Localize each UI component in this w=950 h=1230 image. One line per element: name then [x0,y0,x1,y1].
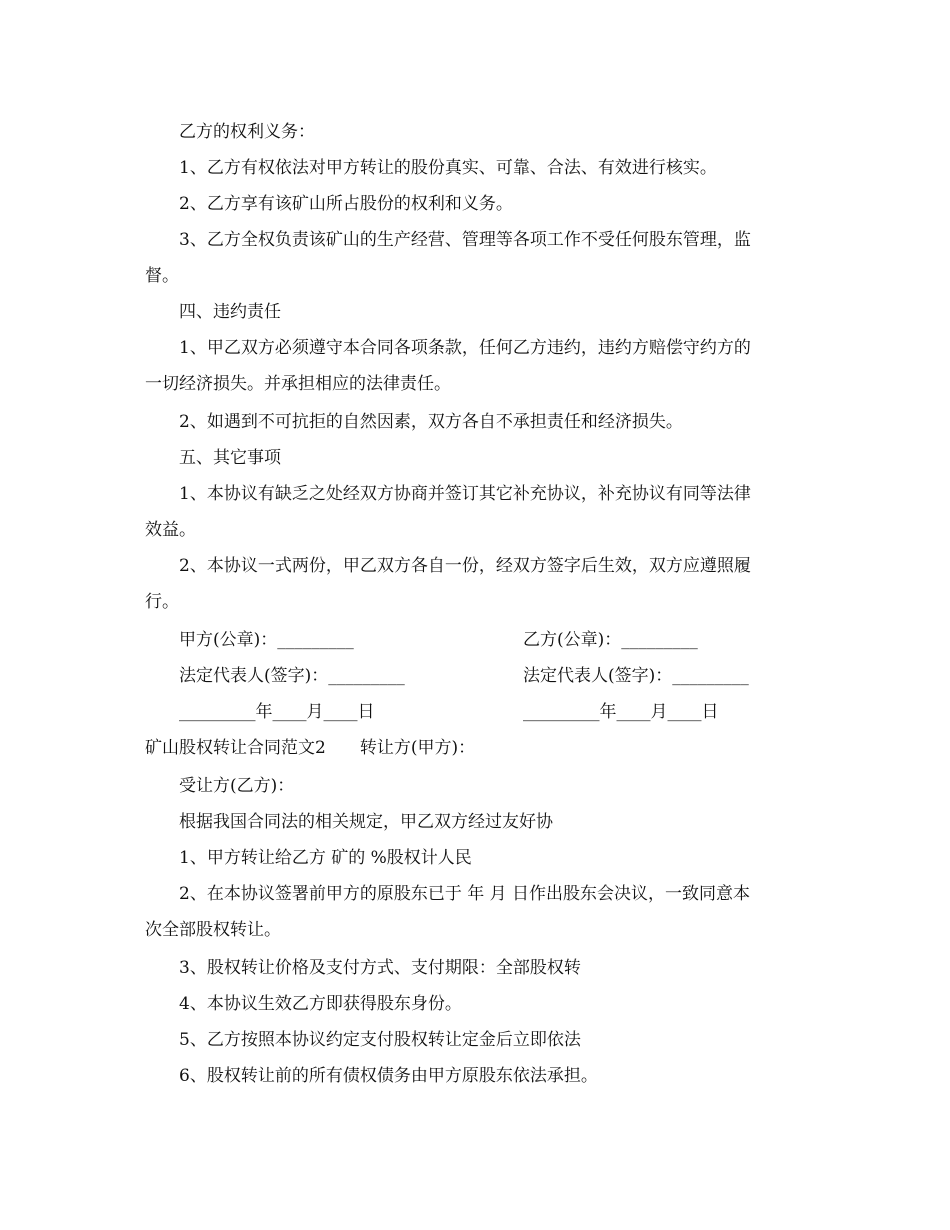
paragraph-b-right-3-line2: 督。 [145,266,179,286]
section-heading-breach: 四、违约责任 [179,302,281,322]
signature-party-a-representative: 法定代表人(签字)：_________ [179,666,405,686]
paragraph-b-right-1: 1、乙方有权依法对甲方转让的股份真实、可靠、合法、有效进行核实。 [179,158,717,178]
paragraph-transfer-4: 4、本协议生效乙方即获得股东身份。 [179,994,462,1014]
paragraph-legal-basis: 根据我国合同法的相关规定，甲乙双方经过友好协 [179,812,553,832]
paragraph-transfer-3: 3、股权转让价格及支付方式、支付期限：全部股权转 [179,958,581,978]
paragraph-other-2-line2: 行。 [145,592,179,612]
signature-party-b-representative: 法定代表人(签字)：_________ [523,666,749,686]
paragraph-other-2-line1: 2、本协议一式两份，甲乙双方各自一份，经双方签字后生效，双方应遵照履 [179,556,751,576]
signature-party-b-seal: 乙方(公章)：_________ [523,630,698,650]
signature-party-a-date: _________年____月____日 [179,702,375,722]
paragraph-transfer-2-line1: 2、在本协议签署前甲方的原股东已于 年 月 日作出股东会决议，一致同意本 [179,884,751,904]
paragraph-other-1-line2: 效益。 [145,520,196,540]
paragraph-breach-1-line2: 一切经济损失。并承担相应的法律责任。 [145,374,451,394]
paragraph-transfer-6: 6、股权转让前的所有债权债务由甲方原股东依法承担。 [179,1066,598,1086]
paragraph-transferee: 受让方(乙方)： [179,776,295,796]
paragraph-other-1-line1: 1、本协议有缺乏之处经双方协商并签订其它补充协议，补充协议有同等法律 [179,484,751,504]
paragraph-transfer-2-line2: 次全部股权转让。 [145,920,281,940]
signature-party-a-seal: 甲方(公章)：_________ [179,630,354,650]
paragraph-transfer-1: 1、甲方转让给乙方 矿的 %股权计人民 [179,848,472,868]
section-heading-other: 五、其它事项 [179,448,281,468]
paragraph-party-b-rights-heading: 乙方的权利义务： [179,122,315,142]
paragraph-transfer-5: 5、乙方按照本协议约定支付股权转让定金后立即依法 [179,1030,581,1050]
paragraph-breach-2: 2、如遇到不可抗拒的自然因素，双方各自不承担责任和经济损失。 [179,412,683,432]
contract-2-title: 矿山股权转让合同范文2 转让方(甲方)： [145,738,476,758]
paragraph-breach-1-line1: 1、甲乙双方必须遵守本合同各项条款，任何乙方违约，违约方赔偿守约方的 [179,338,751,358]
signature-party-b-date: _________年____月____日 [523,702,719,722]
paragraph-b-right-3-line1: 3、乙方全权负责该矿山的生产经营、管理等各项工作不受任何股东管理，监 [179,230,751,250]
paragraph-b-right-2: 2、乙方享有该矿山所占股份的权利和义务。 [179,194,513,214]
